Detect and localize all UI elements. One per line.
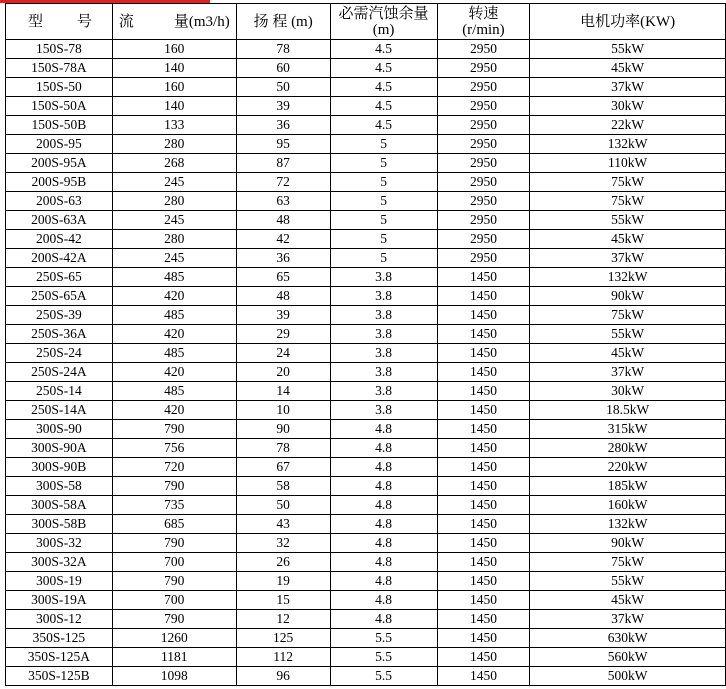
cell-npsh: 5.5 (330, 648, 437, 667)
cell-model: 200S-63 (6, 192, 113, 211)
table-row (6, 363, 726, 382)
cell-flow: 160 (112, 40, 236, 59)
cell-power: 37kW (530, 363, 726, 382)
cell-speed: 1450 (437, 420, 530, 439)
cell-npsh: 4.8 (330, 420, 437, 439)
cell-head: 112 (236, 648, 330, 667)
cell-speed: 1450 (437, 382, 530, 401)
table-row (6, 59, 726, 78)
cell-npsh: 3.8 (330, 363, 437, 382)
header-head (236, 4, 330, 40)
table-row (6, 40, 726, 59)
cell-speed: 2950 (437, 230, 530, 249)
cell-head: 50 (236, 78, 330, 97)
cell-head: 90 (236, 420, 330, 439)
cell-npsh: 5 (330, 230, 437, 249)
cell-head: 12 (236, 610, 330, 629)
cell-model: 200S-95 (6, 135, 113, 154)
table-body (6, 40, 726, 686)
cell-power: 45kW (530, 344, 726, 363)
cell-npsh: 4.8 (330, 496, 437, 515)
cell-speed: 1450 (437, 610, 530, 629)
cell-model: 300S-58A (6, 496, 113, 515)
cell-speed: 2950 (437, 211, 530, 230)
cell-power: 45kW (530, 59, 726, 78)
cell-power: 560kW (530, 648, 726, 667)
cell-npsh: 3.8 (330, 401, 437, 420)
cell-npsh: 4.8 (330, 534, 437, 553)
cell-model: 300S-19A (6, 591, 113, 610)
cell-model: 350S-125B (6, 667, 113, 686)
cell-speed: 1450 (437, 667, 530, 686)
cell-speed: 1450 (437, 401, 530, 420)
cell-flow: 685 (112, 515, 236, 534)
header-model-a: 型 (28, 13, 44, 30)
cell-model: 300S-90 (6, 420, 113, 439)
cell-speed: 1450 (437, 268, 530, 287)
header-npsh (330, 4, 437, 40)
cell-power: 75kW (530, 306, 726, 325)
header-npsh-line1: 必需汽蚀余量 (338, 5, 429, 22)
cell-head: 63 (236, 192, 330, 211)
cell-power: 45kW (530, 591, 726, 610)
header-npsh-line2: (m) (372, 21, 395, 38)
cell-flow: 245 (112, 211, 236, 230)
table-row (6, 173, 726, 192)
cell-head: 32 (236, 534, 330, 553)
cell-head: 58 (236, 477, 330, 496)
cell-flow: 280 (112, 192, 236, 211)
cell-npsh: 4.8 (330, 553, 437, 572)
cell-power: 30kW (530, 382, 726, 401)
cell-speed: 2950 (437, 97, 530, 116)
cell-flow: 700 (112, 553, 236, 572)
cell-flow: 133 (112, 116, 236, 135)
table-row (6, 287, 726, 306)
cell-speed: 1450 (437, 496, 530, 515)
cell-power: 90kW (530, 534, 726, 553)
cell-head: 72 (236, 173, 330, 192)
cell-flow: 420 (112, 363, 236, 382)
cell-head: 36 (236, 116, 330, 135)
cell-npsh: 5 (330, 135, 437, 154)
table-row (6, 230, 726, 249)
cell-model: 300S-90B (6, 458, 113, 477)
cell-power: 55kW (530, 211, 726, 230)
cell-power: 630kW (530, 629, 726, 648)
cell-npsh: 4.5 (330, 78, 437, 97)
cell-npsh: 5 (330, 249, 437, 268)
cell-power: 280kW (530, 439, 726, 458)
cell-npsh: 3.8 (330, 287, 437, 306)
cell-npsh: 3.8 (330, 268, 437, 287)
cell-model: 300S-90A (6, 439, 113, 458)
cell-flow: 420 (112, 401, 236, 420)
cell-flow: 140 (112, 97, 236, 116)
cell-power: 22kW (530, 116, 726, 135)
cell-model: 250S-36A (6, 325, 113, 344)
cell-power: 75kW (530, 192, 726, 211)
cell-flow: 160 (112, 78, 236, 97)
cell-npsh: 5 (330, 211, 437, 230)
cell-power: 30kW (530, 97, 726, 116)
cell-speed: 1450 (437, 306, 530, 325)
cell-head: 48 (236, 211, 330, 230)
header-speed-line2: (r/min) (462, 21, 505, 38)
cell-power: 185kW (530, 477, 726, 496)
header-flow-b: 量(m3/h) (173, 13, 230, 30)
cell-model: 200S-63A (6, 211, 113, 230)
cell-power: 55kW (530, 572, 726, 591)
cell-head: 24 (236, 344, 330, 363)
cell-speed: 2950 (437, 40, 530, 59)
cell-model: 200S-42A (6, 249, 113, 268)
cell-flow: 790 (112, 572, 236, 591)
cell-speed: 1450 (437, 363, 530, 382)
cell-flow: 420 (112, 325, 236, 344)
header-row (6, 4, 726, 40)
cell-speed: 2950 (437, 78, 530, 97)
table-row (6, 420, 726, 439)
cell-model: 300S-58 (6, 477, 113, 496)
cell-model: 350S-125A (6, 648, 113, 667)
table-row (6, 401, 726, 420)
table-row (6, 667, 726, 686)
cell-flow: 756 (112, 439, 236, 458)
cell-model: 300S-58B (6, 515, 113, 534)
header-flow-a: 流 (118, 13, 134, 30)
cell-head: 50 (236, 496, 330, 515)
cell-npsh: 3.8 (330, 306, 437, 325)
cell-head: 14 (236, 382, 330, 401)
cell-flow: 485 (112, 344, 236, 363)
table-row (6, 325, 726, 344)
cell-flow: 420 (112, 287, 236, 306)
header-flow (112, 4, 236, 40)
cell-flow: 735 (112, 496, 236, 515)
cell-model: 250S-65 (6, 268, 113, 287)
header-speed (437, 4, 530, 40)
cell-speed: 2950 (437, 173, 530, 192)
cell-speed: 1450 (437, 439, 530, 458)
table-row (6, 344, 726, 363)
cell-model: 300S-12 (6, 610, 113, 629)
cell-head: 96 (236, 667, 330, 686)
cell-npsh: 3.8 (330, 325, 437, 344)
cell-speed: 1450 (437, 515, 530, 534)
cell-head: 36 (236, 249, 330, 268)
table-row (6, 610, 726, 629)
cell-flow: 1098 (112, 667, 236, 686)
cell-head: 19 (236, 572, 330, 591)
cell-flow: 1260 (112, 629, 236, 648)
cell-head: 29 (236, 325, 330, 344)
cell-speed: 1450 (437, 572, 530, 591)
cell-npsh: 4.5 (330, 116, 437, 135)
cell-head: 26 (236, 553, 330, 572)
header-head-label: 扬 程 (m) (253, 13, 313, 30)
cell-head: 10 (236, 401, 330, 420)
cell-speed: 1450 (437, 629, 530, 648)
cell-model: 250S-24 (6, 344, 113, 363)
cell-head: 65 (236, 268, 330, 287)
cell-npsh: 3.8 (330, 382, 437, 401)
cell-power: 132kW (530, 135, 726, 154)
header-power-label: 电机功率(KW) (580, 13, 676, 30)
table-row (6, 496, 726, 515)
cell-model: 350S-125 (6, 629, 113, 648)
cell-speed: 1450 (437, 477, 530, 496)
cell-speed: 2950 (437, 249, 530, 268)
cell-head: 87 (236, 154, 330, 173)
cell-power: 37kW (530, 610, 726, 629)
cell-head: 39 (236, 306, 330, 325)
cell-npsh: 4.8 (330, 591, 437, 610)
cell-speed: 1450 (437, 534, 530, 553)
cell-speed: 2950 (437, 59, 530, 78)
header-power (530, 4, 726, 40)
cell-head: 78 (236, 40, 330, 59)
cell-model: 300S-32 (6, 534, 113, 553)
cell-flow: 268 (112, 154, 236, 173)
table-row (6, 458, 726, 477)
cell-head: 48 (236, 287, 330, 306)
cell-power: 500kW (530, 667, 726, 686)
cell-speed: 1450 (437, 287, 530, 306)
cell-npsh: 4.5 (330, 59, 437, 78)
cell-npsh: 4.8 (330, 515, 437, 534)
cell-npsh: 5 (330, 154, 437, 173)
cell-npsh: 4.5 (330, 40, 437, 59)
table-row (6, 553, 726, 572)
header-model-b: 号 (76, 13, 92, 30)
cell-npsh: 4.8 (330, 477, 437, 496)
cell-flow: 485 (112, 306, 236, 325)
cell-flow: 790 (112, 420, 236, 439)
cell-npsh: 5 (330, 192, 437, 211)
header-model (6, 4, 113, 40)
table-header (6, 4, 726, 40)
cell-power: 132kW (530, 268, 726, 287)
cell-power: 220kW (530, 458, 726, 477)
cell-model: 300S-19 (6, 572, 113, 591)
cell-head: 95 (236, 135, 330, 154)
table-row (6, 97, 726, 116)
cell-flow: 245 (112, 173, 236, 192)
cell-flow: 720 (112, 458, 236, 477)
pump-spec-table (5, 3, 726, 686)
cell-power: 37kW (530, 78, 726, 97)
table-row (6, 515, 726, 534)
cell-flow: 700 (112, 591, 236, 610)
table-row (6, 211, 726, 230)
table-row (6, 306, 726, 325)
cell-npsh: 4.5 (330, 97, 437, 116)
cell-flow: 245 (112, 249, 236, 268)
cell-head: 60 (236, 59, 330, 78)
cell-power: 55kW (530, 40, 726, 59)
table-row (6, 572, 726, 591)
table-row (6, 629, 726, 648)
cell-head: 39 (236, 97, 330, 116)
cell-model: 150S-50A (6, 97, 113, 116)
cell-model: 150S-78 (6, 40, 113, 59)
cell-speed: 1450 (437, 458, 530, 477)
cell-power: 18.5kW (530, 401, 726, 420)
cell-power: 132kW (530, 515, 726, 534)
cell-speed: 1450 (437, 553, 530, 572)
table-row (6, 534, 726, 553)
cell-flow: 280 (112, 230, 236, 249)
cell-head: 15 (236, 591, 330, 610)
cell-speed: 1450 (437, 648, 530, 667)
cell-npsh: 4.8 (330, 439, 437, 458)
table-row (6, 648, 726, 667)
cell-flow: 790 (112, 610, 236, 629)
cell-model: 300S-32A (6, 553, 113, 572)
cell-flow: 485 (112, 268, 236, 287)
table-row (6, 382, 726, 401)
cell-flow: 140 (112, 59, 236, 78)
table-row (6, 192, 726, 211)
cell-head: 125 (236, 629, 330, 648)
cell-flow: 485 (112, 382, 236, 401)
table-row (6, 116, 726, 135)
cell-npsh: 4.8 (330, 610, 437, 629)
cell-npsh: 5.5 (330, 667, 437, 686)
table-row (6, 477, 726, 496)
cell-model: 200S-95A (6, 154, 113, 173)
cell-speed: 1450 (437, 325, 530, 344)
cell-speed: 2950 (437, 116, 530, 135)
table-row (6, 135, 726, 154)
table-row (6, 154, 726, 173)
cell-power: 37kW (530, 249, 726, 268)
cell-model: 250S-24A (6, 363, 113, 382)
cell-model: 200S-42 (6, 230, 113, 249)
cell-head: 67 (236, 458, 330, 477)
cell-model: 250S-65A (6, 287, 113, 306)
table-row (6, 591, 726, 610)
cell-power: 315kW (530, 420, 726, 439)
table-row (6, 249, 726, 268)
cell-npsh: 5 (330, 173, 437, 192)
table-row (6, 439, 726, 458)
cell-power: 110kW (530, 154, 726, 173)
cell-speed: 2950 (437, 135, 530, 154)
cell-flow: 280 (112, 135, 236, 154)
cell-power: 160kW (530, 496, 726, 515)
cell-power: 45kW (530, 230, 726, 249)
cell-npsh: 5.5 (330, 629, 437, 648)
cell-head: 78 (236, 439, 330, 458)
cell-npsh: 4.8 (330, 458, 437, 477)
cell-head: 20 (236, 363, 330, 382)
cell-npsh: 3.8 (330, 344, 437, 363)
table-row (6, 268, 726, 287)
cell-power: 55kW (530, 325, 726, 344)
cell-power: 75kW (530, 173, 726, 192)
cell-model: 150S-78A (6, 59, 113, 78)
cell-npsh: 4.8 (330, 572, 437, 591)
cell-head: 42 (236, 230, 330, 249)
table-row (6, 78, 726, 97)
cell-speed: 1450 (437, 344, 530, 363)
cell-flow: 1181 (112, 648, 236, 667)
cell-speed: 2950 (437, 192, 530, 211)
cell-flow: 790 (112, 534, 236, 553)
cell-power: 90kW (530, 287, 726, 306)
cell-flow: 790 (112, 477, 236, 496)
cell-power: 75kW (530, 553, 726, 572)
cell-speed: 1450 (437, 591, 530, 610)
cell-model: 250S-14 (6, 382, 113, 401)
cell-model: 150S-50B (6, 116, 113, 135)
cell-model: 200S-95B (6, 173, 113, 192)
header-speed-line1: 转速 (468, 5, 499, 22)
cell-speed: 2950 (437, 154, 530, 173)
cell-model: 250S-14A (6, 401, 113, 420)
cell-head: 43 (236, 515, 330, 534)
cell-model: 150S-50 (6, 78, 113, 97)
cell-model: 250S-39 (6, 306, 113, 325)
